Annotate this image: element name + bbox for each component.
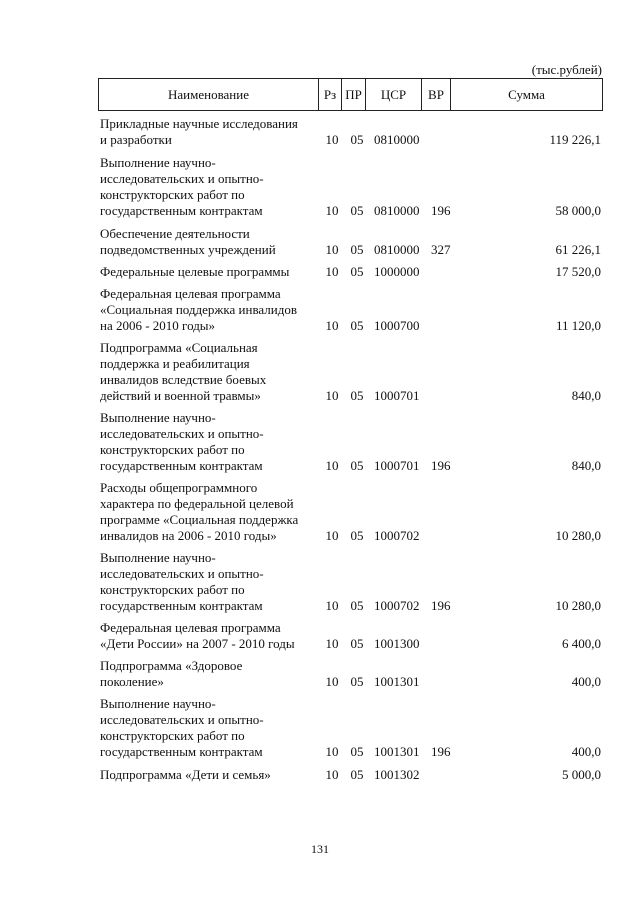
row-csr: 1001301 bbox=[374, 674, 420, 689]
row-csr: 1001302 bbox=[374, 767, 420, 782]
row-name: Федеральная целевая программа «Дети России» на 2007 - 2010 годы bbox=[100, 620, 295, 651]
row-sum: 10 280,0 bbox=[555, 598, 601, 613]
row-pr: 05 bbox=[350, 132, 364, 147]
row-sum: 11 120,0 bbox=[555, 318, 601, 333]
header-csr: ЦСР bbox=[366, 79, 422, 110]
row-name: Выполнение научно- исследовательских и опытно- конструкторских работ по государственным контрактам bbox=[100, 155, 264, 218]
row-pr: 05 bbox=[350, 458, 364, 473]
row-rz: 10 bbox=[325, 132, 339, 147]
row-sum: 840,0 bbox=[571, 388, 601, 403]
row-rz: 10 bbox=[325, 388, 339, 403]
row-vr: 196 bbox=[431, 598, 451, 613]
row-rz: 10 bbox=[325, 203, 339, 218]
row-sum: 61 226,1 bbox=[555, 242, 601, 257]
row-name: Выполнение научно- исследовательских и опытно- конструкторских работ по государственным контрактам bbox=[100, 550, 264, 613]
row-name: Подпрограмма «Дети и семья» bbox=[100, 767, 271, 782]
row-sum: 400,0 bbox=[571, 674, 601, 689]
row-csr: 1001300 bbox=[374, 636, 420, 651]
row-sum: 6 400,0 bbox=[562, 636, 601, 651]
row-name: Обеспечение деятельности подведомственных учреждений bbox=[100, 226, 276, 257]
row-name: Прикладные научные исследования и разработки bbox=[100, 116, 298, 147]
row-rz: 10 bbox=[325, 318, 339, 333]
row-pr: 05 bbox=[350, 674, 364, 689]
row-sum: 58 000,0 bbox=[555, 203, 601, 218]
row-pr: 05 bbox=[350, 744, 364, 759]
row-pr: 05 bbox=[350, 203, 364, 218]
page-number: 131 bbox=[311, 842, 329, 856]
row-csr: 0810000 bbox=[374, 132, 420, 147]
row-csr: 0810000 bbox=[374, 203, 420, 218]
row-pr: 05 bbox=[350, 242, 364, 257]
row-name: Федеральная целевая программа «Социальная поддержка инвалидов на 2006 - 2010 годы» bbox=[100, 286, 298, 333]
row-csr: 0810000 bbox=[374, 242, 420, 257]
row-rz: 10 bbox=[325, 744, 339, 759]
row-sum: 840,0 bbox=[571, 458, 601, 473]
unit-label: (тыс.рублей) bbox=[531, 62, 602, 77]
row-pr: 05 bbox=[350, 636, 364, 651]
row-name: Выполнение научно- исследовательских и опытно- конструкторских работ по государственным контрактам bbox=[100, 696, 264, 759]
header-name: Наименование bbox=[99, 79, 319, 110]
header-vr: ВР bbox=[422, 79, 451, 110]
row-rz: 10 bbox=[325, 598, 339, 613]
header-pr: ПР bbox=[342, 79, 366, 110]
row-name: Подпрограмма «Социальная поддержка и реабилитация инвалидов вследствие боевых действий и военной травмы» bbox=[100, 340, 267, 403]
row-name: Выполнение научно- исследовательских и опытно- конструкторских работ по государственным контрактам bbox=[100, 410, 264, 473]
row-name: Расходы общепрограммного характера по федеральной целевой программе «Социальная поддержка инвалидов на 2006 - 2010 годы» bbox=[100, 480, 299, 543]
row-name: Федеральные целевые программы bbox=[100, 264, 290, 279]
table-header bbox=[98, 78, 603, 111]
row-pr: 05 bbox=[350, 528, 364, 543]
row-csr: 1000701 bbox=[374, 458, 420, 473]
row-sum: 400,0 bbox=[571, 744, 601, 759]
row-vr: 196 bbox=[431, 458, 451, 473]
row-vr: 196 bbox=[431, 744, 451, 759]
row-sum: 119 226,1 bbox=[549, 132, 601, 147]
row-name: Подпрограмма «Здоровое поколение» bbox=[100, 658, 243, 689]
row-rz: 10 bbox=[325, 458, 339, 473]
row-rz: 10 bbox=[325, 264, 339, 279]
row-sum: 17 520,0 bbox=[555, 264, 601, 279]
row-rz: 10 bbox=[325, 242, 339, 257]
row-sum: 10 280,0 bbox=[555, 528, 601, 543]
row-pr: 05 bbox=[350, 264, 364, 279]
row-vr: 196 bbox=[431, 203, 451, 218]
row-pr: 05 bbox=[350, 388, 364, 403]
row-rz: 10 bbox=[325, 767, 339, 782]
row-rz: 10 bbox=[325, 636, 339, 651]
row-csr: 1000000 bbox=[374, 264, 420, 279]
row-rz: 10 bbox=[325, 528, 339, 543]
row-csr: 1000701 bbox=[374, 388, 420, 403]
row-pr: 05 bbox=[350, 767, 364, 782]
row-rz: 10 bbox=[325, 674, 339, 689]
row-csr: 1000700 bbox=[374, 318, 420, 333]
header-rz: Рз bbox=[319, 79, 342, 110]
row-vr: 327 bbox=[431, 242, 451, 257]
row-csr: 1000702 bbox=[374, 528, 420, 543]
row-pr: 05 bbox=[350, 318, 364, 333]
row-sum: 5 000,0 bbox=[562, 767, 601, 782]
row-csr: 1001301 bbox=[374, 744, 420, 759]
header-sum: Сумма bbox=[508, 87, 545, 102]
row-pr: 05 bbox=[350, 598, 364, 613]
row-csr: 1000702 bbox=[374, 598, 420, 613]
